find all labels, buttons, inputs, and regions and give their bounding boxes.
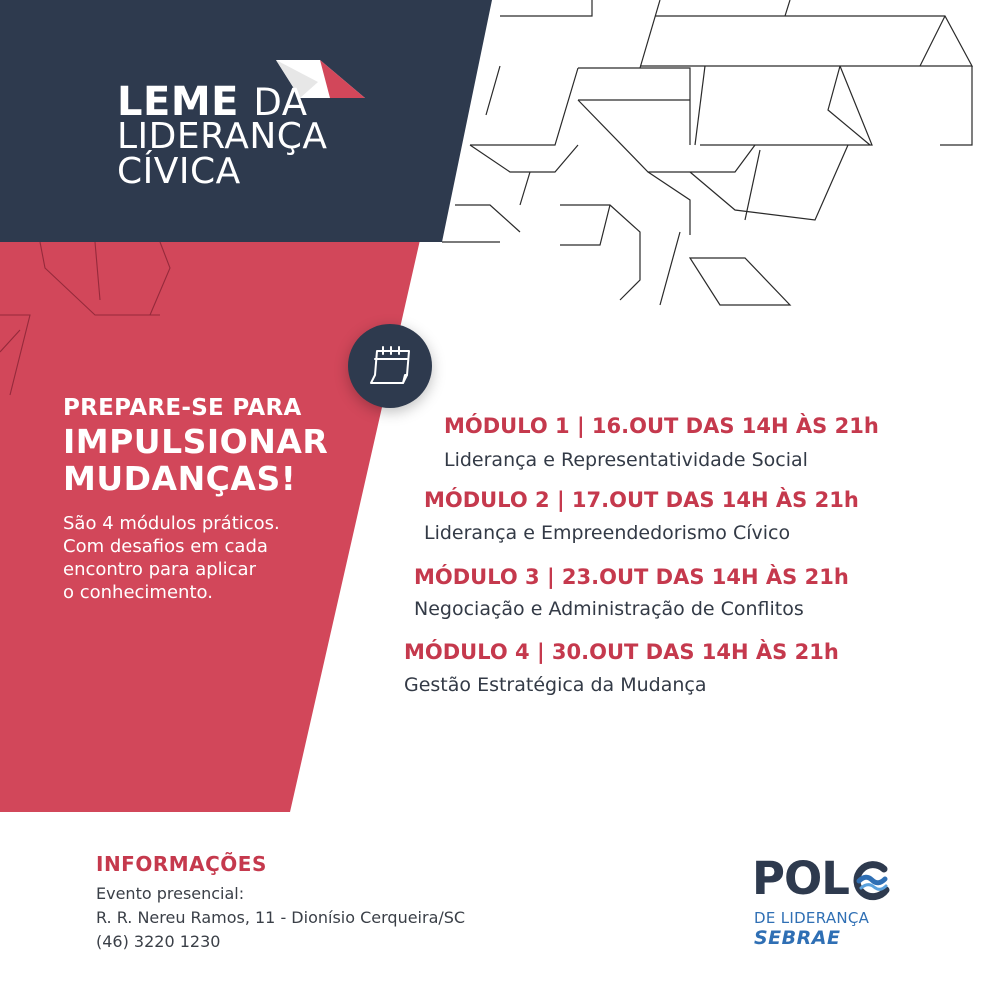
intro-description-line: Com desafios em cada [63,536,268,557]
intro-description-line: São 4 módulos práticos. [63,513,280,534]
module-3-subtitle: Negociação e Administração de Conflitos [414,598,804,620]
module-1-title: MÓDULO 1 | 16.OUT DAS 14H ÀS 21h [444,414,879,438]
module-2-subtitle: Liderança e Empreendedorismo Cívico [424,522,791,544]
logo-word-leme: LEME [117,79,239,125]
logo-word-lideranca: LIDERANÇA [117,116,328,157]
polo-letters: POL [752,852,849,905]
module-1-subtitle: Liderança e Representatividade Social [444,449,808,471]
module-3-title: MÓDULO 3 | 23.OUT DAS 14H ÀS 21h [414,565,849,589]
wave-o-icon [850,860,892,902]
info-address: R. R. Nereu Ramos, 11 - Dionísio Cerqueira/SC [96,908,466,927]
module-4-title: MÓDULO 4 | 30.OUT DAS 14H ÀS 21h [404,640,839,664]
intro-heading-big-line-1: IMPULSIONAR [63,422,329,461]
polo-subtitle: DE LIDERANÇA [754,909,870,927]
intro-description-line: encontro para aplicar [63,559,256,580]
info-event-type: Evento presencial: [96,884,245,903]
sebrae-wordmark: SEBRAE [754,927,841,949]
polo-sebrae-logo [752,852,902,956]
module-4-subtitle: Gestão Estratégica da Mudança [404,674,707,696]
calendar-icon [367,345,413,387]
line-pattern [442,0,972,305]
info-phone: (46) 3220 1230 [96,932,221,951]
polo-wordmark [752,852,849,905]
logo-word-da: DA [253,81,308,124]
intro-heading-small: PREPARE-SE PARA [63,395,302,421]
module-2-title: MÓDULO 2 | 17.OUT DAS 14H ÀS 21h [424,488,859,512]
calendar-badge [348,324,432,408]
intro-heading-big [63,423,328,497]
intro-description-line: o conhecimento. [63,582,213,603]
info-title: INFORMAÇÕES [96,852,267,876]
intro-description [63,512,280,604]
logo-word-civica: CÍVICA [117,151,241,192]
intro-heading-big-line-2: MUDANÇAS! [63,459,297,498]
